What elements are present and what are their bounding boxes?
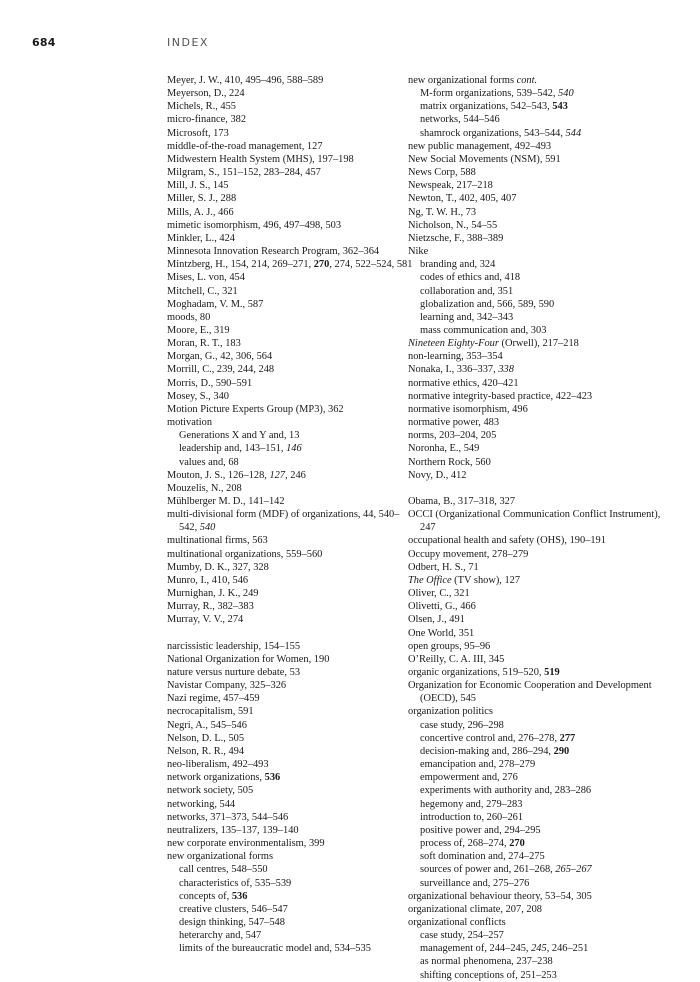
index-entry bbox=[167, 416, 417, 429]
index-entry bbox=[167, 192, 417, 205]
index-text: Meyerson, D., 224 bbox=[167, 88, 245, 100]
index-entry bbox=[408, 587, 670, 600]
index-text: Newspeak, 217–218 bbox=[408, 180, 493, 192]
index-entry bbox=[167, 377, 417, 390]
index-entry bbox=[408, 442, 670, 455]
index-entry bbox=[167, 219, 417, 232]
index-subentry bbox=[408, 311, 670, 324]
index-entry bbox=[408, 363, 670, 376]
index-text: News Corp, 588 bbox=[408, 167, 476, 179]
index-subentry bbox=[408, 863, 670, 876]
index-subentry bbox=[408, 798, 670, 811]
index-entry bbox=[408, 245, 670, 258]
index-text: organic organizations, 519–520, bbox=[408, 667, 545, 679]
index-text: concertive control and, 276–278, bbox=[420, 732, 560, 744]
index-text: 265–267 bbox=[555, 864, 592, 876]
index-entry bbox=[408, 429, 670, 442]
index-text: 536 bbox=[231, 890, 248, 902]
index-text: concepts of, bbox=[179, 890, 232, 902]
index-entry bbox=[167, 153, 417, 166]
index-text: (Orwell), 217–218 bbox=[498, 338, 579, 350]
index-text: Mühlberger M. D., 141–142 bbox=[167, 496, 285, 507]
index-entry bbox=[408, 705, 670, 718]
index-text: , 274, 522–524, 581 bbox=[329, 259, 413, 271]
index-text: globalization and, 566, 589, 590 bbox=[420, 298, 555, 310]
index-entry bbox=[408, 679, 670, 705]
index-text: organizational climate, 207, 208 bbox=[408, 903, 542, 915]
index-text: Michels, R., 455 bbox=[167, 101, 236, 113]
index-entry bbox=[167, 285, 417, 298]
index-text: neutralizers, 135–137, 139–140 bbox=[167, 824, 299, 836]
index-entry bbox=[408, 916, 670, 929]
index-text: Miller, S. J., 288 bbox=[167, 193, 237, 205]
index-entry bbox=[167, 771, 417, 784]
index-text: mimetic isomorphism, 496, 497–498, 503 bbox=[167, 219, 342, 231]
index-text: matrix organizations, 542–543, bbox=[420, 101, 553, 113]
index-text: characteristics of, 535–539 bbox=[179, 877, 292, 889]
index-subentry bbox=[408, 969, 670, 982]
index-text: Nelson, R. R., 494 bbox=[167, 745, 245, 757]
index-text: branding and, 324 bbox=[420, 259, 496, 271]
index-subentry bbox=[167, 916, 417, 929]
index-text: , 246–251 bbox=[546, 943, 589, 955]
index-text: multinational firms, 563 bbox=[167, 535, 268, 547]
index-text: multi-divisional form (MDF) of organizations, 44, 540–542, bbox=[167, 509, 400, 534]
index-entry bbox=[408, 666, 670, 679]
index-text: micro-finance, 382 bbox=[167, 114, 247, 126]
index-subentry bbox=[408, 824, 670, 837]
index-text: necrocapitalism, 591 bbox=[167, 706, 254, 718]
index-text: Olivetti, G., 466 bbox=[408, 601, 476, 613]
index-text: network organizations, bbox=[167, 772, 265, 784]
index-text: O’Reilly, C. A. III, 345 bbox=[408, 653, 505, 665]
index-text: middle-of-the-road management, 127 bbox=[167, 140, 323, 152]
index-entry bbox=[408, 140, 670, 153]
index-text: Nineteen Eighty-Four bbox=[408, 338, 499, 350]
index-column-right bbox=[408, 74, 670, 982]
index-entry bbox=[167, 850, 417, 863]
index-text: Mouton, J. S., 126–128, bbox=[167, 469, 270, 481]
index-text: occupational health and safety (OHS), 190–191 bbox=[408, 535, 606, 547]
index-text: Munro, I., 410, 546 bbox=[167, 574, 249, 586]
index-subentry bbox=[167, 903, 417, 916]
index-text: M-form organizations, 539–542, bbox=[420, 88, 559, 100]
index-text: new public management, 492–493 bbox=[408, 140, 552, 152]
index-text: hegemony and, 279–283 bbox=[420, 798, 523, 810]
index-text: Mumby, D. K., 327, 328 bbox=[167, 561, 269, 573]
index-entry bbox=[167, 758, 417, 771]
index-entry bbox=[408, 232, 670, 245]
index-text: new corporate environmentalism, 399 bbox=[167, 838, 325, 850]
index-text: Mouzelis, N., 208 bbox=[167, 482, 242, 494]
index-text: Odbert, H. S., 71 bbox=[408, 561, 479, 573]
index-text: Nike bbox=[408, 246, 429, 258]
index-text: One World, 351 bbox=[408, 627, 475, 639]
index-subentry bbox=[408, 87, 670, 100]
index-entry bbox=[408, 890, 670, 903]
index-entry bbox=[167, 719, 417, 732]
index-text: learning and, 342–343 bbox=[420, 311, 514, 323]
index-text: Moran, R. T., 183 bbox=[167, 338, 241, 350]
index-entry bbox=[408, 508, 670, 534]
index-entry bbox=[167, 258, 417, 271]
index-text: Morrill, C., 239, 244, 248 bbox=[167, 364, 275, 376]
index-text: creative clusters, 546–547 bbox=[179, 903, 288, 915]
index-text: process of, 268–274, bbox=[420, 838, 510, 850]
index-entry bbox=[167, 179, 417, 192]
index-text: 536 bbox=[264, 772, 281, 784]
index-subentry bbox=[167, 890, 417, 903]
index-entry bbox=[167, 613, 417, 626]
index-entry bbox=[167, 232, 417, 245]
index-text: codes of ethics and, 418 bbox=[420, 272, 521, 284]
index-text: collaboration and, 351 bbox=[420, 285, 514, 297]
index-subentry bbox=[408, 811, 670, 824]
index-entry bbox=[408, 627, 670, 640]
index-entry bbox=[408, 613, 670, 626]
index-text: 544 bbox=[565, 127, 582, 139]
index-text: moods, 80 bbox=[167, 311, 211, 323]
index-subentry bbox=[408, 758, 670, 771]
index-text: Obama, B., 317–318, 327 bbox=[408, 495, 516, 507]
index-text: shamrock organizations, 543–544, bbox=[420, 127, 566, 139]
index-entry bbox=[408, 192, 670, 205]
index-text: Organization for Economic Cooperation and Development (OECD), 545 bbox=[408, 680, 652, 705]
index-subentry bbox=[408, 850, 670, 863]
index-entry bbox=[167, 666, 417, 679]
index-text: 146 bbox=[286, 443, 302, 455]
index-subentry bbox=[167, 877, 417, 890]
index-entry bbox=[408, 534, 670, 547]
index-text: experiments with authority and, 283–286 bbox=[420, 785, 592, 797]
index-entry bbox=[167, 600, 417, 613]
index-text: 519 bbox=[544, 667, 560, 679]
index-entry bbox=[408, 403, 670, 416]
index-text: sources of power and, 261–268, bbox=[420, 864, 556, 876]
index-entry bbox=[167, 245, 417, 258]
index-subentry bbox=[408, 784, 670, 797]
index-text: nature versus nurture debate, 53 bbox=[167, 667, 301, 679]
index-text: motivation bbox=[167, 417, 213, 429]
index-subentry bbox=[408, 271, 670, 284]
index-text: networks, 371–373, 544–546 bbox=[167, 811, 289, 823]
index-entry bbox=[408, 548, 670, 561]
index-text: Nelson, D. L., 505 bbox=[167, 732, 245, 744]
index-entry bbox=[167, 824, 417, 837]
index-subentry bbox=[167, 929, 417, 942]
index-text: normative ethics, 420–421 bbox=[408, 377, 519, 389]
index-entry bbox=[167, 127, 417, 140]
index-subentry bbox=[408, 955, 670, 968]
running-head: INDEX bbox=[167, 36, 209, 49]
index-text: empowerment and, 276 bbox=[420, 772, 518, 784]
index-text: design thinking, 547–548 bbox=[179, 916, 285, 928]
index-text: Generations X and Y and, 13 bbox=[179, 430, 300, 442]
index-text: cont. bbox=[516, 75, 538, 86]
index-text: , 246 bbox=[285, 469, 306, 481]
index-entry bbox=[167, 640, 417, 653]
index-text: neo-liberalism, 492–493 bbox=[167, 759, 269, 771]
index-text: heterarchy and, 547 bbox=[179, 930, 262, 942]
index-text: Newton, T., 402, 405, 407 bbox=[408, 193, 517, 205]
index-entry bbox=[408, 469, 670, 482]
index-text: Mintzberg, H., 154, 214, 269–271, bbox=[167, 259, 314, 271]
index-entry bbox=[167, 113, 417, 126]
index-subentry bbox=[408, 285, 670, 298]
index-entry bbox=[167, 140, 417, 153]
index-text: Mills, A. J., 466 bbox=[167, 206, 234, 218]
index-subentry bbox=[167, 429, 417, 442]
index-subentry bbox=[167, 442, 417, 455]
index-entry bbox=[408, 337, 670, 350]
index-entry bbox=[167, 403, 417, 416]
index-entry bbox=[167, 100, 417, 113]
index-text: norms, 203–204, 205 bbox=[408, 430, 497, 442]
index-text: networking, 544 bbox=[167, 798, 236, 810]
index-entry bbox=[167, 837, 417, 850]
index-text: Minnesota Innovation Research Program, 362–364 bbox=[167, 246, 380, 258]
index-entry bbox=[167, 363, 417, 376]
index-text: 270 bbox=[509, 838, 525, 850]
index-entry bbox=[167, 166, 417, 179]
index-subentry bbox=[408, 258, 670, 271]
index-entry bbox=[408, 653, 670, 666]
index-text: Milgram, S., 151–152, 283–284, 457 bbox=[167, 167, 321, 179]
index-subentry bbox=[408, 100, 670, 113]
index-text: 270 bbox=[313, 259, 330, 271]
index-text: Nazi regime, 457–459 bbox=[167, 693, 260, 705]
index-text: organizational behaviour theory, 53–54, 305 bbox=[408, 890, 592, 902]
index-entry bbox=[167, 798, 417, 811]
index-entry bbox=[408, 640, 670, 653]
index-text: Mises, L. von, 454 bbox=[167, 272, 245, 284]
index-text: Navistar Company, 325–326 bbox=[167, 680, 287, 692]
index-entry bbox=[167, 337, 417, 350]
index-entry bbox=[408, 390, 670, 403]
index-text: call centres, 548–550 bbox=[179, 864, 268, 876]
index-entry bbox=[408, 206, 670, 219]
index-entry bbox=[167, 324, 417, 337]
index-entry bbox=[167, 548, 417, 561]
index-entry bbox=[167, 482, 417, 495]
index-subentry bbox=[408, 837, 670, 850]
index-subentry bbox=[408, 324, 670, 337]
index-text: organizational conflicts bbox=[408, 916, 506, 928]
index-text: 543 bbox=[552, 101, 568, 113]
index-entry bbox=[167, 508, 417, 534]
index-text: new organizational forms bbox=[408, 75, 517, 86]
index-text: organization politics bbox=[408, 706, 493, 718]
index-entry bbox=[167, 679, 417, 692]
index-text: Mitchell, C., 321 bbox=[167, 285, 238, 297]
index-entry bbox=[167, 87, 417, 100]
index-text: normative isomorphism, 496 bbox=[408, 403, 528, 415]
index-text: network society, 505 bbox=[167, 785, 254, 797]
index-text: Motion Picture Experts Group (MP3), 362 bbox=[167, 403, 344, 415]
index-subentry bbox=[408, 127, 670, 140]
index-subentry bbox=[408, 745, 670, 758]
index-text: 338 bbox=[498, 364, 514, 376]
index-text: Ng, T. W. H., 73 bbox=[408, 206, 477, 218]
index-text: Negri, A., 545–546 bbox=[167, 719, 247, 731]
index-text: non-learning, 353–354 bbox=[408, 351, 503, 363]
index-text: emancipation and, 278–279 bbox=[420, 759, 536, 771]
index-text: Murray, V. V., 274 bbox=[167, 614, 244, 626]
index-subentry bbox=[408, 877, 670, 890]
index-text: new organizational forms bbox=[167, 851, 273, 863]
index-text: Morris, D., 590–591 bbox=[167, 377, 253, 389]
index-subentry bbox=[167, 863, 417, 876]
index-text: National Organization for Women, 190 bbox=[167, 653, 330, 665]
index-text: Midwestern Health System (MHS), 197–198 bbox=[167, 153, 354, 165]
index-text: Microsoft, 173 bbox=[167, 127, 229, 139]
index-entry bbox=[167, 732, 417, 745]
index-text: soft domination and, 274–275 bbox=[420, 851, 545, 863]
index-entry bbox=[408, 600, 670, 613]
index-text: narcissistic leadership, 154–155 bbox=[167, 640, 301, 652]
index-entry bbox=[167, 206, 417, 219]
index-text: limits of the bureaucratic model and, 534–535 bbox=[179, 943, 371, 955]
index-entry bbox=[167, 271, 417, 284]
index-text: Minkler, L., 424 bbox=[167, 232, 235, 244]
index-entry bbox=[408, 416, 670, 429]
index-text: networks, 544–546 bbox=[420, 114, 500, 126]
index-text: positive power and, 294–295 bbox=[420, 824, 541, 836]
index-entry bbox=[167, 587, 417, 600]
index-text: Moghadam, V. M., 587 bbox=[167, 298, 264, 310]
index-text: normative power, 483 bbox=[408, 417, 500, 429]
index-text: Morgan, G., 42, 306, 564 bbox=[167, 351, 273, 363]
index-entry bbox=[408, 903, 670, 916]
index-entry bbox=[167, 574, 417, 587]
index-entry bbox=[408, 74, 670, 87]
index-text: management of, 244–245, bbox=[420, 943, 532, 955]
index-text: 290 bbox=[553, 745, 570, 757]
index-subentry bbox=[408, 298, 670, 311]
index-entry bbox=[408, 561, 670, 574]
index-entry bbox=[408, 495, 670, 508]
index-entry bbox=[167, 561, 417, 574]
index-entry bbox=[167, 74, 417, 87]
index-text: values and, 68 bbox=[179, 456, 239, 468]
index-text: decision-making and, 286–294, bbox=[420, 745, 554, 757]
index-subentry bbox=[408, 719, 670, 732]
index-subentry bbox=[167, 942, 417, 955]
index-text: Murnighan, J. K., 249 bbox=[167, 588, 259, 600]
index-text: 277 bbox=[559, 732, 576, 744]
index-subentry bbox=[408, 771, 670, 784]
index-text: 540 bbox=[199, 522, 216, 534]
index-entry bbox=[167, 350, 417, 363]
index-text: open groups, 95–96 bbox=[408, 640, 491, 652]
index-subentry bbox=[408, 732, 670, 745]
index-text: introduction to, 260–261 bbox=[420, 811, 524, 823]
index-text: normative integrity-based practice, 422–423 bbox=[408, 390, 593, 402]
index-entry bbox=[408, 179, 670, 192]
index-text: Murray, R., 382–383 bbox=[167, 601, 254, 613]
index-column-left bbox=[167, 74, 417, 955]
index-entry bbox=[408, 350, 670, 363]
index-text: The Office bbox=[408, 574, 452, 586]
index-text: OCCI (Organizational Communication Conflict Instrument), 247 bbox=[408, 509, 661, 534]
index-text: mass communication and, 303 bbox=[420, 324, 547, 336]
index-entry bbox=[167, 705, 417, 718]
index-text: Olsen, J., 491 bbox=[408, 614, 465, 626]
index-text: leadership and, 143–151, bbox=[179, 443, 287, 455]
index-text: 540 bbox=[558, 88, 574, 100]
index-text: Meyer, J. W., 410, 495–496, 588–589 bbox=[167, 75, 324, 86]
index-text: Nicholson, N., 54–55 bbox=[408, 219, 498, 231]
index-entry bbox=[167, 534, 417, 547]
index-text: Oliver, C., 321 bbox=[408, 588, 470, 600]
index-subentry bbox=[408, 942, 670, 955]
index-text: case study, 254–257 bbox=[420, 930, 504, 942]
index-text: Nietzsche, F., 388–389 bbox=[408, 232, 504, 244]
index-text: Mill, J. S., 145 bbox=[167, 180, 229, 192]
index-text: 127 bbox=[269, 469, 286, 481]
index-text: (TV show), 127 bbox=[451, 574, 521, 586]
index-subentry bbox=[167, 456, 417, 469]
index-entry bbox=[408, 574, 670, 587]
index-text: Mosey, S., 340 bbox=[167, 390, 229, 402]
index-entry bbox=[167, 692, 417, 705]
index-text: Novy, D., 412 bbox=[408, 469, 467, 481]
index-text: Northern Rock, 560 bbox=[408, 456, 491, 468]
index-subentry bbox=[408, 113, 670, 126]
index-text: Nonaka, I., 336–337, bbox=[408, 364, 499, 376]
index-text: Moore, E., 319 bbox=[167, 324, 230, 336]
index-entry bbox=[167, 653, 417, 666]
index-text: Noronha, E., 549 bbox=[408, 443, 480, 455]
index-entry bbox=[167, 469, 417, 482]
index-entry bbox=[408, 377, 670, 390]
index-text: as normal phenomena, 237–238 bbox=[420, 956, 553, 968]
index-entry bbox=[167, 784, 417, 797]
index-entry bbox=[408, 219, 670, 232]
index-entry bbox=[167, 390, 417, 403]
index-entry bbox=[167, 745, 417, 758]
index-text: New Social Movements (NSM), 591 bbox=[408, 153, 561, 165]
index-entry bbox=[167, 298, 417, 311]
index-text: shifting conceptions of, 251–253 bbox=[420, 969, 557, 981]
index-text: Occupy movement, 278–279 bbox=[408, 548, 529, 560]
index-subentry bbox=[408, 929, 670, 942]
index-text: surveillance and, 275–276 bbox=[420, 877, 530, 889]
index-text: multinational organizations, 559–560 bbox=[167, 548, 323, 560]
page-number: 684 bbox=[32, 36, 56, 49]
index-entry bbox=[408, 166, 670, 179]
index-entry bbox=[167, 311, 417, 324]
index-text: case study, 296–298 bbox=[420, 719, 504, 731]
index-text: 245 bbox=[531, 943, 547, 955]
index-entry bbox=[408, 456, 670, 469]
index-entry bbox=[167, 495, 417, 508]
index-entry bbox=[408, 153, 670, 166]
index-entry bbox=[167, 811, 417, 824]
